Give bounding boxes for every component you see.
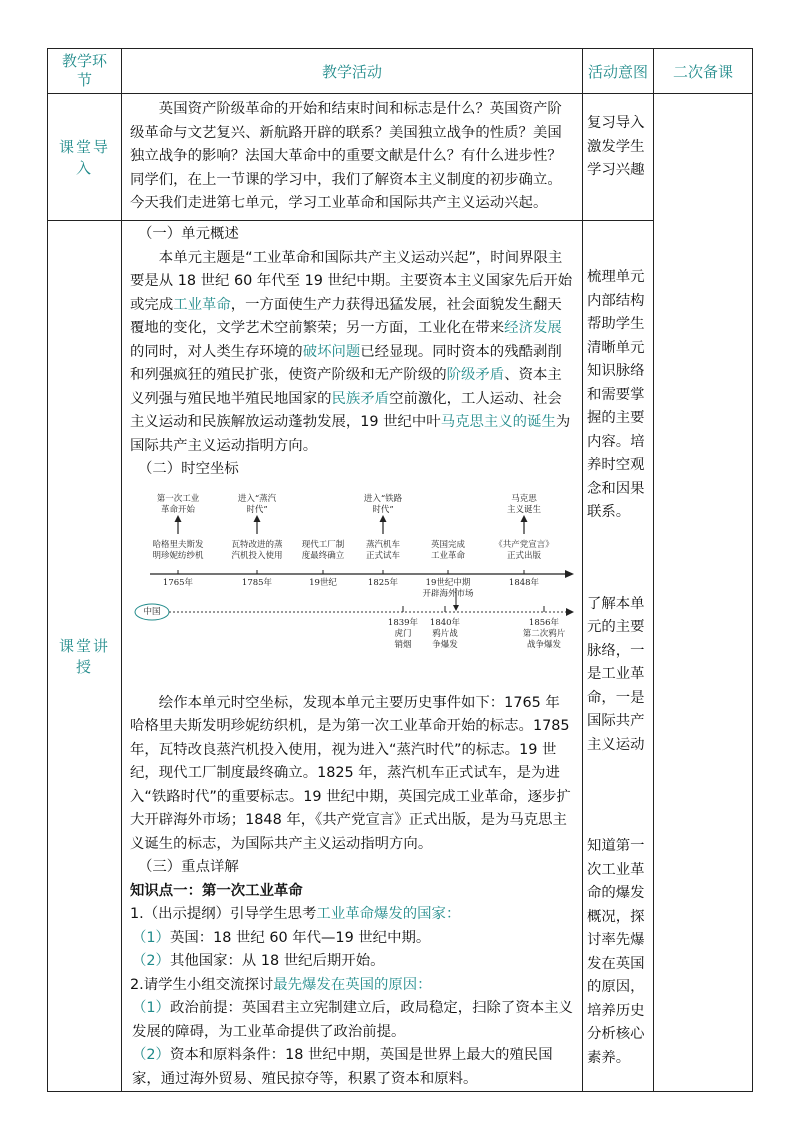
milestone-arrowhead (380, 515, 387, 522)
event-label: 瓦特改进的蒸 汽机投入使用 (231, 539, 283, 561)
milestone-arrowhead (175, 515, 182, 522)
event-label: 《共产党宣言》 正式出版 (494, 539, 554, 561)
timeline-summary: 绘作本单元时空坐标，发现本单元主要历史事件如下：1765 年哈格里夫斯发明珍妮纺织机，是为第一次工业革命开始的标志。1785 年，瓦特改良蒸汽机投入使用，视为进入“蒸汽时代”的标志。19 世纪，现代工厂制度最终确立。1825 年，蒸汽机车正式试车，是为进入“铁路时代”的重要标志。19 世纪中期，英国完成工业革命，逐步扩大开辟海外市场；1848 年，《共产党宣言》正式出版，是为马克思主义诞生的标志，为国际共产主义运动指明方向。 (130, 694, 571, 852)
answer-1a (130, 927, 574, 951)
overview-keyword: 经济发展 (504, 320, 562, 336)
china-event-label: 1856年 第二次鸦片 战争爆发 (522, 617, 566, 650)
intro-row (48, 94, 753, 221)
milestone-label: 马克思 主义诞生 (506, 493, 541, 515)
overview-keyword: 破坏问题 (302, 343, 361, 360)
event-label: 现代工厂制 度最终确立 (301, 539, 345, 561)
question-2-lead: 2.请学生小组交流探讨 (130, 976, 274, 993)
milestone-arrowhead (521, 515, 528, 522)
answer-2b-num: （2） (132, 1047, 170, 1063)
overview-keyword: 民族矛盾 (331, 390, 390, 407)
event-label: 蒸汽机车 正式试车 (365, 539, 400, 561)
timeline-title: （二）时空坐标 (138, 461, 239, 477)
year-label: 1785年 (241, 577, 273, 588)
lecture-purpose-1: 梳理单元内部结构帮助学生清晰单元知识脉络和需要掌握的主要内容。培养时空观念和因果联系。 (587, 269, 645, 520)
overview-text: 空前激化，工人运动、社会主义运动和民族解放运动蓬勃发展，19 世纪中叶 (130, 390, 562, 430)
intro-purpose: 复习导入激发学生学习兴趣 (587, 115, 645, 178)
header-col-revision: 二次备课 (654, 49, 753, 94)
china-event-label: 1840年 鸦片战 争爆发 (429, 617, 461, 650)
intro-section-label: 课堂导入 (48, 94, 122, 221)
overview-text: 为国际共产主义运动指明方向。 (130, 414, 571, 454)
question-2-keyword: 最先爆发在英国的原因： (273, 976, 432, 993)
china-label: 中国 (143, 606, 161, 617)
header-col-purpose: 活动意图 (583, 49, 654, 94)
lesson-plan-table (47, 48, 753, 1092)
year-label: 19世纪 (309, 577, 337, 588)
year-label: 19世纪中期 开辟海外市场 (422, 577, 474, 599)
answer-2a-text: 政治前提：英国君主立宪制建立后，政局稳定，扫除了资本主义发展的障碍，为工业革命提供了政治前提。 (132, 1000, 573, 1040)
main-axis-arrow (565, 570, 574, 578)
question-1-lead: 1.（出示提纲）引导学生思考 (130, 906, 317, 922)
answer-1a-num: （1） (132, 929, 170, 946)
overview-text: 已经显现。同时资本的残酷剥削和列强疯狂的殖民扩张，使资产阶级和无产阶级的 (130, 343, 562, 383)
header-col-activity: 教学活动 (122, 49, 583, 94)
year-label: 1848年 (508, 577, 540, 588)
answer-2a (130, 997, 574, 1044)
overview-keyword: 阶级矛盾 (446, 367, 505, 383)
question-1-keyword: 工业革命爆发的国家： (316, 906, 461, 922)
overview-title: （一）单元概述 (138, 226, 239, 242)
expansion-arrowhead (453, 605, 459, 611)
overview-text: ，一方面使生产力获得迅猛发展，社会面貌发生翻天覆地的变化，文学艺术空前繁荣；另一方面，工业化在带来 (130, 296, 562, 336)
overview-text: 本单元主题是“工业革命和国际共产主义运动兴起”，时间界限主要是从 18 世纪 60 年代至 19 世纪中期。主要资本主义国家先后开始或完成 (130, 249, 573, 313)
milestone-label: 进入“铁路 时代” (363, 493, 403, 515)
revision-cell (654, 94, 753, 1092)
answer-2a-num: （1） (132, 1000, 170, 1016)
detail-title: （三）重点详解 (138, 859, 239, 875)
question-1 (130, 903, 574, 927)
china-event-label: 1839年 虎门 销烟 (387, 617, 419, 650)
answer-1a-text: 英国：18 世纪 60 年代—19 世纪中期。 (169, 929, 431, 946)
overview-keyword: 工业革命 (173, 296, 231, 313)
lecture-purpose-2: 了解本单元的主要脉络，一是工业革命，一是国际共产主义运动 (587, 595, 645, 753)
header-col-section: 教学环节 (48, 49, 122, 94)
milestone-label: 第一次工业 革命开始 (156, 493, 200, 515)
question-2 (130, 974, 574, 998)
overview-paragraph (130, 247, 574, 459)
year-label: 1825年 (367, 577, 399, 588)
lecture-purpose-3: 知道第一次工业革命的爆发概况，探讨率先爆发在英国的原因，培养历史分析核心素养。 (587, 838, 645, 1066)
overview-text: 的同时，对人类生存环境的 (130, 343, 303, 360)
answer-1b-text: 其他国家：从 18 世纪后期开始。 (169, 953, 385, 969)
year-label: 1765年 (162, 577, 194, 588)
knowledge-point-1-title: 知识点一：第一次工业革命 (130, 882, 303, 899)
answer-2b-text: 资本和原料条件：18 世纪中期，英国是世界上最大的殖民国家，通过海外贸易、殖民掠夺等，积累了资本和原料。 (132, 1047, 553, 1087)
answer-1b-num: （2） (132, 953, 170, 969)
overview-text: 、资本主义列强与殖民地半殖民地国家的 (130, 367, 562, 407)
answer-2b (130, 1044, 574, 1091)
header-row (48, 49, 753, 94)
intro-text: 英国资产阶级革命的开始和结束时间和标志是什么？英国资产阶级革命与文艺复兴、新航路开辟的联系？美国独立战争的性质？美国独立战争的影响？法国大革命中的重要文献是什么？有什么进步性？同学们，在上一节课的学习中，我们了解资本主义制度的初步确立。今天我们走进第七单元，学习工业革命和国际共产主义运动兴起。 (130, 101, 562, 211)
lecture-row (48, 221, 753, 1092)
lecture-section-label: 课堂讲授 (48, 221, 122, 1092)
milestone-arrowhead (254, 515, 261, 522)
china-axis-arrow (566, 608, 574, 616)
event-label: 哈格里夫斯发 明珍妮纺纱机 (152, 539, 204, 561)
overview-keyword: 马克思主义的诞生 (440, 414, 556, 430)
milestone-label: 进入“蒸汽 时代” (237, 493, 277, 515)
timeline-figure (130, 488, 574, 684)
event-label: 英国完成 工业革命 (430, 539, 465, 561)
answer-1b (130, 950, 574, 974)
